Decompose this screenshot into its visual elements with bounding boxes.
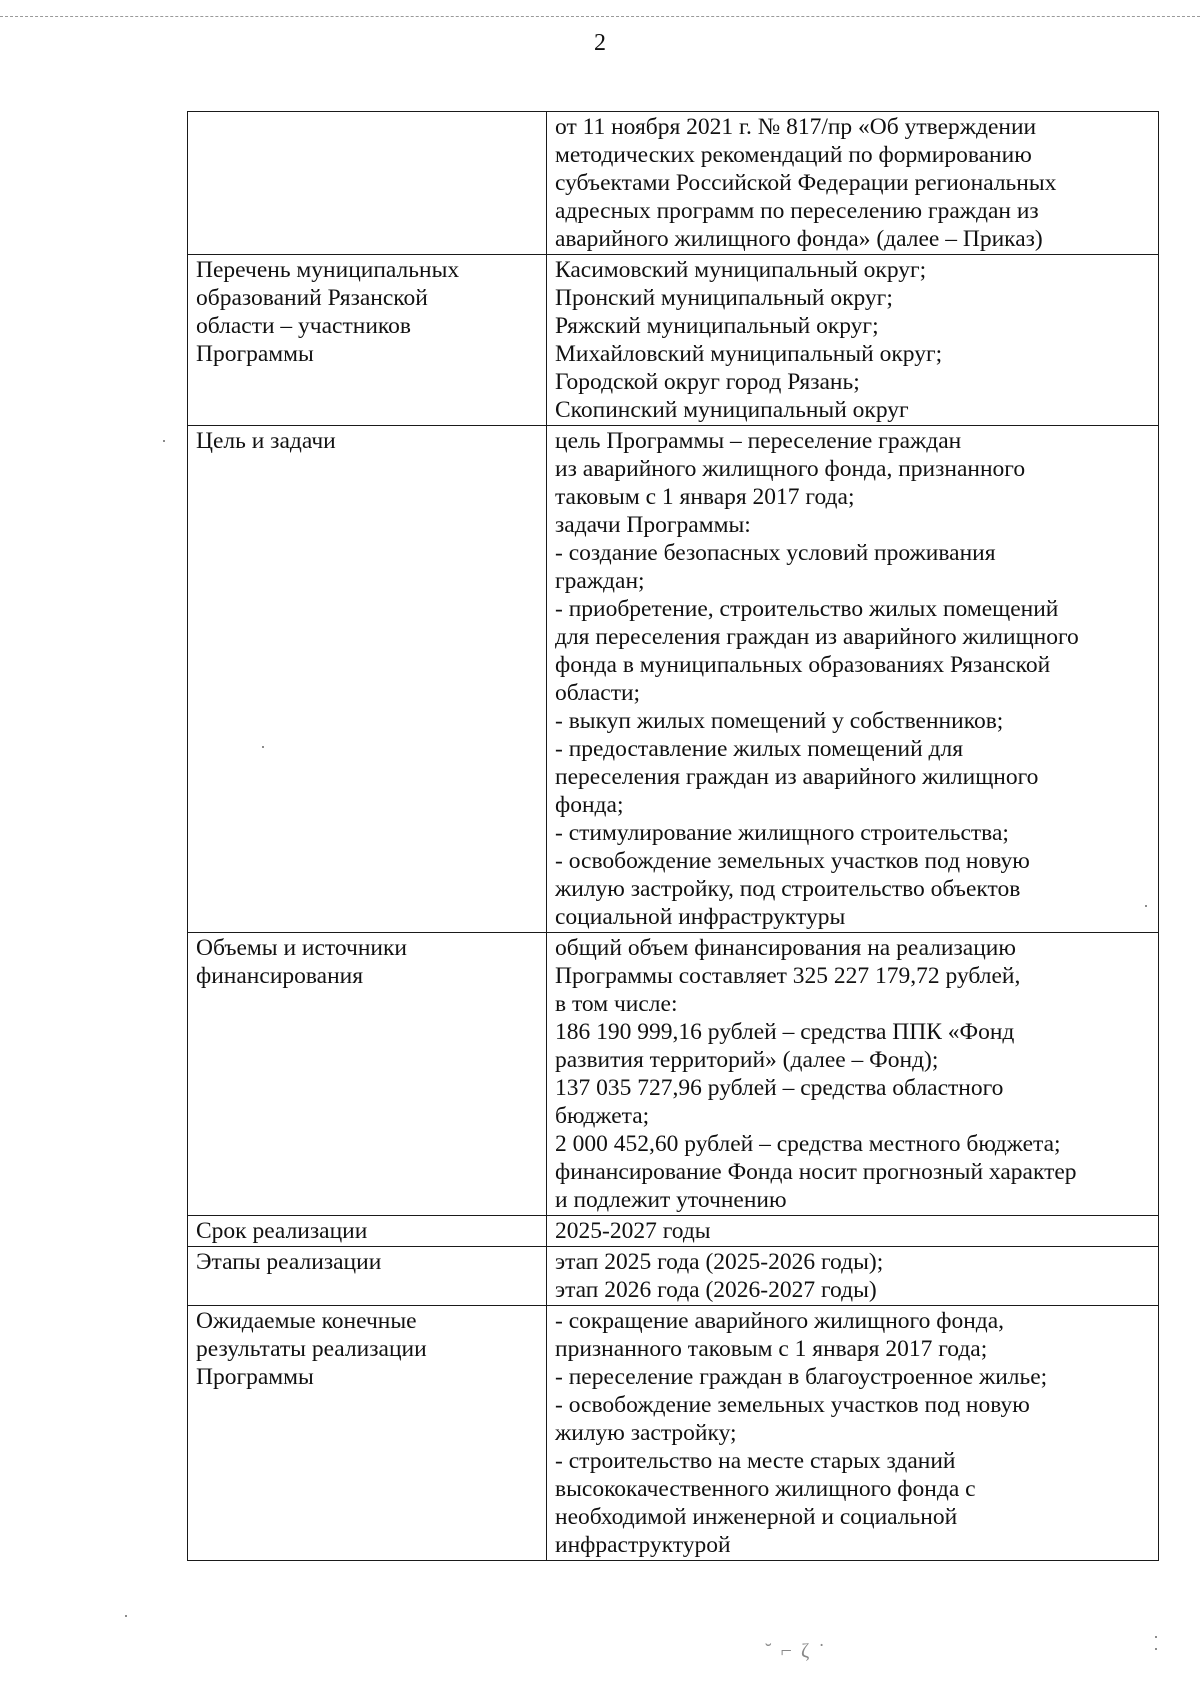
content-line: от 11 ноября 2021 г. № 817/пр «Об утверждении	[555, 114, 1037, 140]
row-label-cell	[188, 112, 547, 255]
row-content-cell	[547, 1247, 1159, 1306]
label-line: Программы	[196, 341, 314, 367]
label-line: финансирования	[196, 963, 364, 989]
content-line: Городской округ город Рязань;	[555, 369, 860, 395]
handwritten-mark: ˘ ⌐ ζ ˙	[765, 1640, 827, 1662]
page-number: 2	[594, 30, 606, 56]
row-content-cell	[547, 1306, 1159, 1561]
row-content-cell	[547, 426, 1159, 933]
row-content-cell	[547, 112, 1159, 255]
label-line: Срок реализации	[196, 1218, 368, 1244]
content-line: этап 2026 года (2026-2027 годы)	[555, 1277, 877, 1303]
row-label-cell	[188, 933, 547, 1216]
row-content-cell	[547, 1216, 1159, 1247]
content-line: - освобождение земельных участков под новую	[555, 1392, 1030, 1418]
content-line: развития территорий» (далее – Фонд);	[555, 1047, 939, 1073]
row-content-cell	[547, 255, 1159, 426]
content-line: фонда в муниципальных образованиях Рязанской	[555, 652, 1051, 678]
content-line: Скопинский муниципальный округ	[555, 397, 909, 423]
table-row	[188, 933, 1159, 1216]
content-line: - освобождение земельных участков под новую	[555, 848, 1030, 874]
row-label-cell	[188, 1306, 547, 1561]
row-label-cell	[188, 255, 547, 426]
content-line: общий объем финансирования на реализацию	[555, 935, 1016, 961]
content-line: Пронский муниципальный округ;	[555, 285, 893, 311]
content-line: Касимовский муниципальный округ;	[555, 257, 927, 283]
content-line: этап 2025 года (2025-2026 годы);	[555, 1249, 884, 1275]
label-line: Программы	[196, 1364, 314, 1390]
content-line: переселения граждан из аварийного жилищного	[555, 764, 1039, 790]
content-line: 2025-2027 годы	[555, 1218, 711, 1244]
content-line: - приобретение, строительство жилых помещений	[555, 596, 1059, 622]
content-line: жилую застройку;	[555, 1420, 737, 1446]
content-line: - выкуп жилых помещений у собственников;	[555, 708, 1004, 734]
table-row	[188, 1306, 1159, 1561]
content-line: аварийного жилищного фонда» (далее – Приказ)	[555, 226, 1043, 252]
content-line: 186 190 999,16 рублей – средства ППК «Фонд	[555, 1019, 1015, 1045]
content-line: высококачественного жилищного фонда с	[555, 1476, 976, 1502]
content-line: 2 000 452,60 рублей – средства местного бюджета;	[555, 1131, 1061, 1157]
label-line: Этапы реализации	[196, 1249, 382, 1275]
content-line: необходимой инженерной и социальной	[555, 1504, 958, 1530]
content-line: социальной инфраструктуры	[555, 904, 846, 930]
content-line: бюджета;	[555, 1103, 650, 1129]
content-line: и подлежит уточнению	[555, 1187, 787, 1213]
table-row	[188, 426, 1159, 933]
content-line: финансирование Фонда носит прогнозный характер	[555, 1159, 1077, 1185]
content-line: фонда;	[555, 792, 624, 818]
label-line: Ожидаемые конечные	[196, 1308, 417, 1334]
row-label-cell	[188, 1216, 547, 1247]
content-line: - строительство на месте старых зданий	[555, 1448, 956, 1474]
content-line: из аварийного жилищного фонда, признанного	[555, 456, 1026, 482]
content-line: - создание безопасных условий проживания	[555, 540, 996, 566]
label-line: образований Рязанской	[196, 285, 428, 311]
row-content-cell	[547, 933, 1159, 1216]
content-line: граждан;	[555, 568, 645, 594]
label-line: Цель и задачи	[196, 428, 336, 454]
scan-speck	[1155, 1648, 1157, 1650]
content-line: субъектами Российской Федерации региональных	[555, 170, 1057, 196]
content-line: - переселение граждан в благоустроенное жилье;	[555, 1364, 1048, 1390]
content-line: адресных программ по переселению граждан из	[555, 198, 1039, 224]
row-label-cell	[188, 426, 547, 933]
table-row	[188, 255, 1159, 426]
label-line: Перечень муниципальных	[196, 257, 460, 283]
content-line: Программы составляет 325 227 179,72 рублей,	[555, 963, 1021, 989]
content-line: - сокращение аварийного жилищного фонда,	[555, 1308, 1005, 1334]
scan-speck	[125, 1615, 127, 1617]
content-line: методических рекомендаций по формированию	[555, 142, 1032, 168]
table-row	[188, 1247, 1159, 1306]
content-line: инфраструктурой	[555, 1532, 731, 1558]
content-line: области;	[555, 680, 641, 706]
scan-speck	[262, 746, 264, 748]
table-row	[188, 1216, 1159, 1247]
content-line: задачи Программы:	[555, 512, 751, 538]
label-line: результаты реализации	[196, 1336, 427, 1362]
content-line: Ряжский муниципальный округ;	[555, 313, 879, 339]
content-line: в том числе:	[555, 991, 678, 1017]
content-line: жилую застройку, под строительство объектов	[555, 876, 1021, 902]
row-label-cell	[188, 1247, 547, 1306]
scan-speck	[1155, 1636, 1157, 1638]
label-line: области – участников	[196, 313, 411, 339]
content-line: Михайловский муниципальный округ;	[555, 341, 943, 367]
content-line: таковым с 1 января 2017 года;	[555, 484, 855, 510]
content-line: - предоставление жилых помещений для	[555, 736, 964, 762]
table-row	[188, 112, 1159, 255]
scan-top-rule	[0, 16, 1200, 17]
content-line: - стимулирование жилищного строительства;	[555, 820, 1009, 846]
content-line: 137 035 727,96 рублей – средства областного	[555, 1075, 1004, 1101]
program-passport-table	[187, 111, 1159, 1561]
content-line: признанного таковым с 1 января 2017 года;	[555, 1336, 988, 1362]
label-line: Объемы и источники	[196, 935, 407, 961]
scan-speck	[1145, 905, 1147, 907]
content-line: для переселения граждан из аварийного жилищного	[555, 624, 1079, 650]
scan-speck	[163, 440, 165, 442]
content-line: цель Программы – переселение граждан	[555, 428, 962, 454]
